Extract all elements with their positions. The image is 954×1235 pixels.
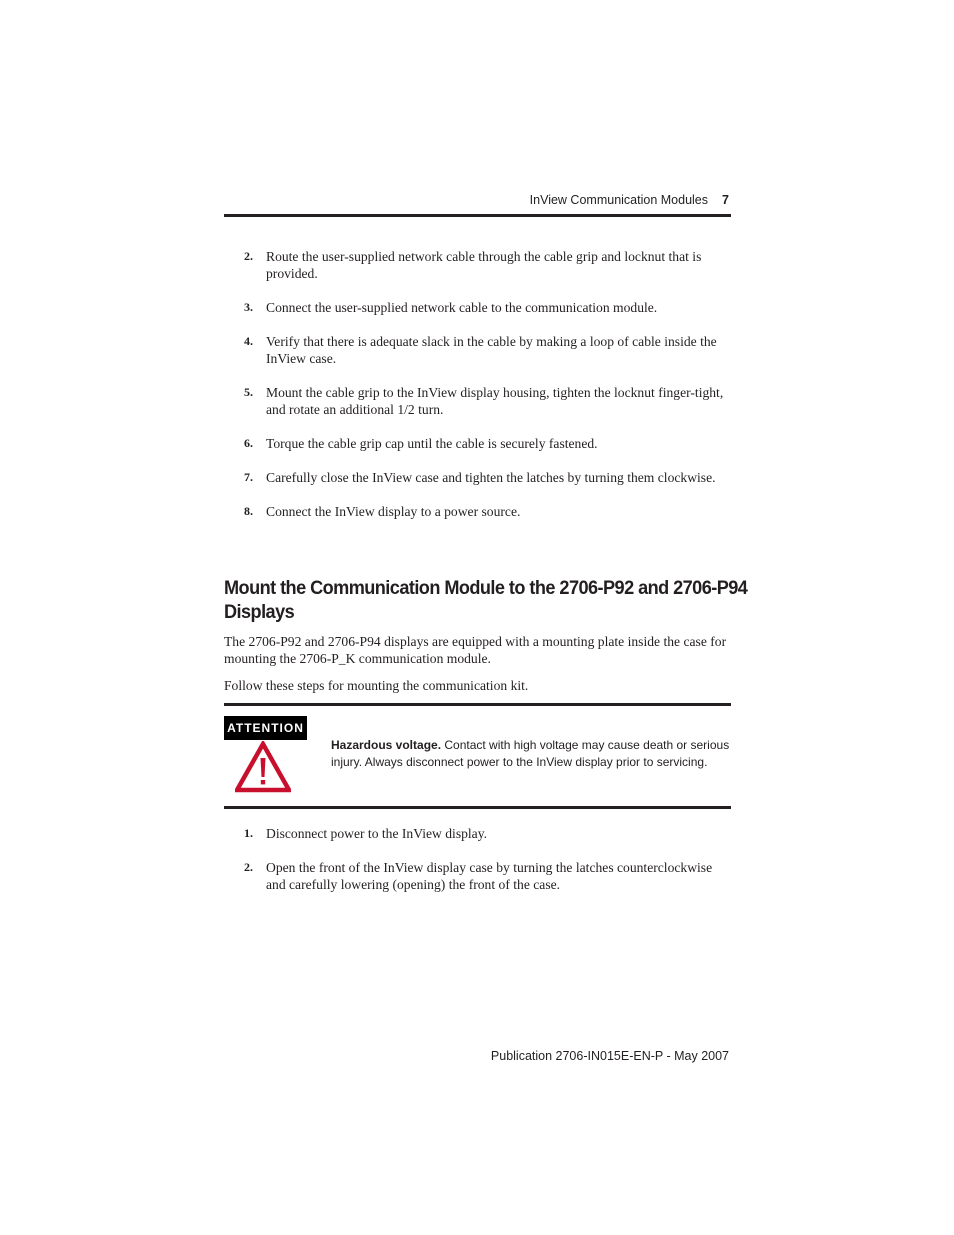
step-item	[224, 825, 730, 842]
step-item	[224, 248, 730, 282]
intro-paragraph: The 2706-P92 and 2706-P94 displays are equipped with a mounting plate inside the case for mounting the 2706-P_K communication module.	[224, 634, 727, 666]
attention-body: Contact with high voltage may cause death or serious injury. Always disconnect power to the InView display prior to servicing.	[331, 738, 730, 769]
step-text: Mount the cable grip to the InView display housing, tighten the locknut finger-tight, and rotate an additional 1/2 turn.	[266, 385, 724, 417]
step-number: 2.	[244, 860, 253, 874]
step-item	[224, 384, 730, 418]
step-text: Route the user-supplied network cable through the cable grip and locknut that is provided.	[266, 249, 702, 281]
section-heading-line1: Mount the Communication Module to the 2706-P92 and 2706-P94	[224, 577, 748, 599]
step-text: Carefully close the InView case and tighten the latches by turning them clockwise.	[266, 470, 716, 485]
step-text: Connect the InView display to a power source.	[266, 504, 521, 519]
step-item	[224, 299, 730, 316]
step-item	[224, 435, 730, 452]
step-text: Connect the user-supplied network cable to the communication module.	[266, 300, 658, 315]
warning-triangle-icon	[235, 741, 291, 793]
step-list-second	[224, 825, 730, 910]
step-text: Torque the cable grip cap until the cable is securely fastened.	[266, 436, 598, 451]
section-heading-line2: Displays	[224, 601, 295, 623]
header-title: InView Communication Modules	[529, 193, 708, 207]
step-number: 4.	[244, 334, 253, 348]
page-number: 7	[722, 193, 729, 207]
step-text: Disconnect power to the InView display.	[266, 826, 488, 841]
step-item	[224, 503, 730, 520]
step-number: 5.	[244, 385, 253, 399]
attention-badge: ATTENTION	[224, 716, 307, 740]
attention-message	[331, 737, 731, 771]
step-number: 6.	[244, 436, 253, 450]
step-item	[224, 333, 730, 367]
attention-top-rule	[224, 703, 731, 706]
running-header	[224, 190, 730, 212]
step-number: 1.	[244, 826, 253, 840]
publication-footer: Publication 2706-IN015E-EN-P - May 2007	[490, 1049, 729, 1063]
step-number: 7.	[244, 470, 253, 484]
section-heading	[224, 576, 748, 624]
attention-lead: Hazardous voltage.	[331, 738, 442, 752]
attention-bottom-rule	[224, 806, 731, 809]
step-item	[224, 859, 730, 893]
step-list-first	[224, 248, 730, 537]
step-text: Verify that there is adequate slack in the cable by making a loop of cable inside the InView case.	[266, 334, 717, 366]
step-text: Open the front of the InView display case by turning the latches counterclockwise and carefully lowering (opening) the front of the case.	[266, 860, 713, 892]
instruction-paragraph: Follow these steps for mounting the communication kit.	[224, 678, 529, 693]
step-item	[224, 469, 730, 486]
header-rule	[224, 214, 731, 217]
step-number: 3.	[244, 300, 253, 314]
step-number: 8.	[244, 504, 253, 518]
step-number: 2.	[244, 249, 253, 263]
